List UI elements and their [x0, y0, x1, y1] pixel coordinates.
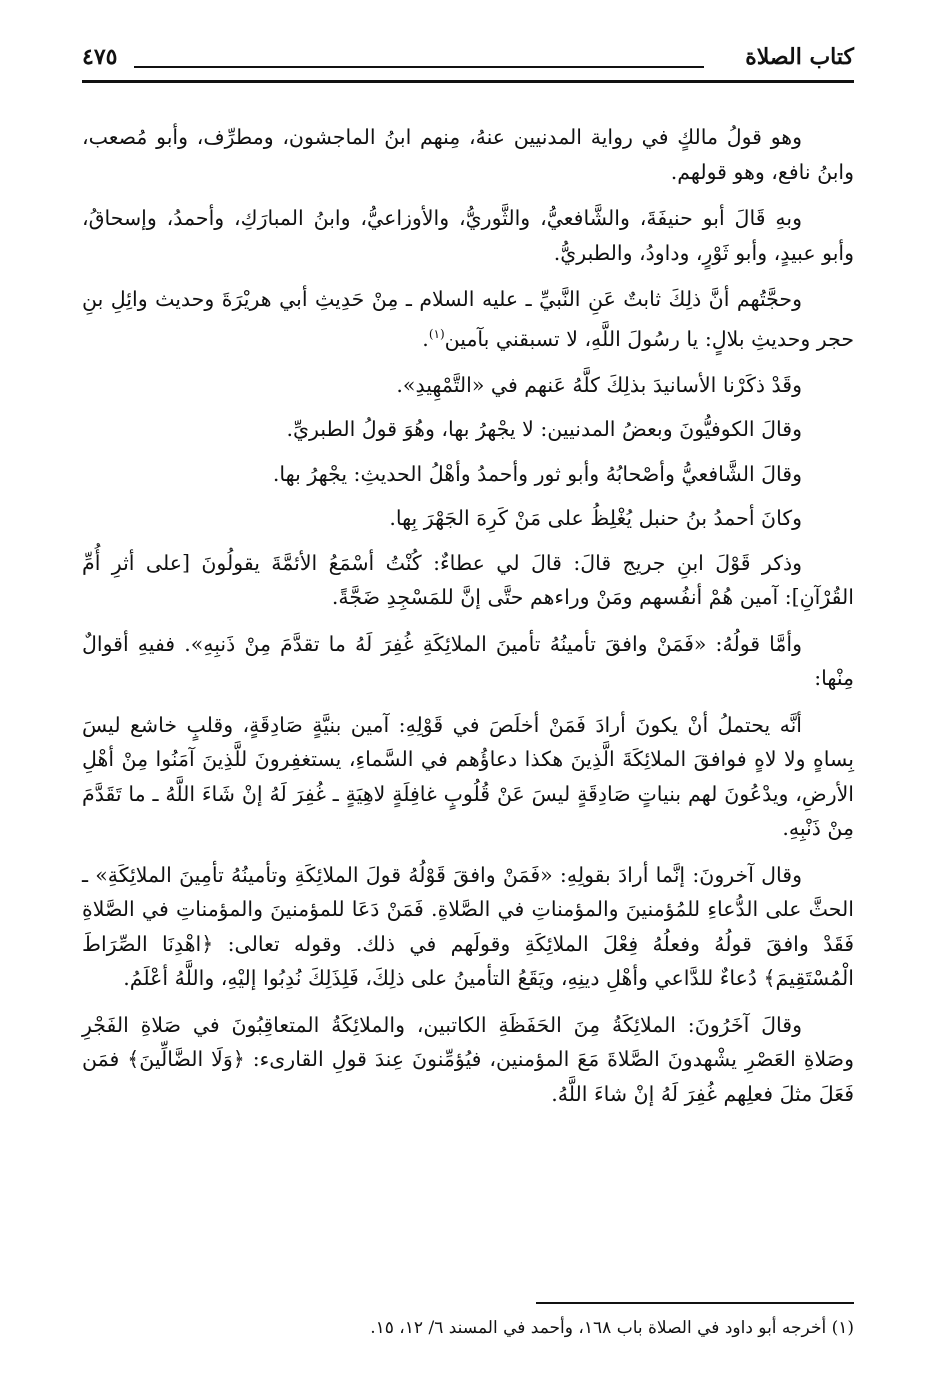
paragraph: أنَّه يحتملُ أنْ يكونَ أرادَ فَمَنْ أخلَصَ في قَوْلِهِ: آمين بنيَّةٍ صَادِقَةٍ، وقلبٍ خاشع ليسَ بِساهٍ ولا لاهٍ فوافقَ الملائِكَةَ الَّذِينَ هكذا دعاؤُهم في السَّماءِ، يستغفِرونَ للَّذِينَ آمَنُوا مِنْ أهْلِ الأرضِ، ويدْعُونَ لهم بنياتٍ صَادِقَةٍ ليسَ عَنْ قُلُوبٍ غافِلَةٍ لاهِيَةٍ ـ غُفِرَ لَهُ إنْ شَاءَ اللَّهُ ـ ما تَقَدَّمَ مِنْ ذَنْبِهِ.	[82, 712, 854, 841]
header-short-rule	[134, 66, 704, 68]
paragraph: وبهِ قَالَ أبو حنيفَةَ، والشَّافعيُّ، والثَّوريُّ، والأوزاعيُّ، وابنُ المبارَكِ، وأحمدُ، وإسحاقُ، وأبو عبيدٍ، وأبو ثَوْرٍ، وداودُ، والطبريُّ.	[82, 206, 854, 265]
paragraph: وقال آخرونَ: إنَّما أرادَ بقولِهِ: «فَمَنْ وافقَ قَوْلُهُ قولَ الملائِكَةِ وتأمينُهُ تأمِينَ الملائِكَةِ» ـ الحثَّ على الدُّعاءِ للمُؤمنينَ والمؤمناتِ في الصَّلاةِ. فَمَنْ دَعَا للمؤمنينَ والمؤمناتِ في الصَّلاةِ فَقَدْ وافقَ قولُهُ وفعلُهُ فِعْلَ الملائِكَةِ وقولَهم في ذلك. وقوله تعالى: ﴿اهْدِنَا الصِّرَاطَ الْمُسْتَقِيمَ﴾ دُعاءٌ للدَّاعي وأهْلِ دينِهِ، ويَقَعُ التأمينُ على ذلِكَ، فَلِذَلِكَ نُدِبُوا إليْهِ، واللَّهُ أعْلَمُ.	[82, 862, 854, 991]
paragraph: وقالَ الكوفيُّونَ وبعضُ المدنيين: لا يجْهرُ بها، وهُوَ قولُ الطبريِّ.	[286, 417, 802, 442]
paragraph: وقالَ آخَرُونَ: الملائِكَةُ مِنَ الحَفَظَةِ الكاتبين، والملائِكَةُ المتعاقِبُونَ في صَلاةِ الفَجْرِ وصَلاةِ العَصْرِ يشْهدونَ الصَّلاةَ مَعَ المؤمنين، فيُؤمِّنونَ عِندَ قولِ القارىء: ﴿وَلَا الضَّالِّينَ﴾ فمَن فَعَلَ مثلَ فعلِهم غُفِرَ لَهُ إنْ شاءَ اللَّهُ.	[82, 1012, 854, 1106]
paragraph: وقالَ الشَّافعيُّ وأصْحابُهُ وأبو ثور وأحمدُ وأهْلُ الحديثِ: يجْهرُ بها.	[272, 461, 802, 486]
footnote: (١) أخرجه أبو داود في الصلاة باب ١٦٨، وأحمد في المسند ٦/ ١٢، ١٥.	[370, 1318, 854, 1338]
page-number: ٤٧٥	[82, 44, 118, 70]
paragraph-text: وحجَّتُهم أنَّ ذلِكَ ثابتٌ عَنِ النَّبيِّ ـ عليه السلام ـ مِنْ حَدِيثِ أبي هريْرَةَ وحديث وائِلِ بنِ حجر وحديثِ بلالٍ: يا رسُولَ اللَّهِ، لا تسبقني بآمين	[82, 287, 854, 351]
paragraph: وكانَ أحمدُ بنُ حنبل يُغْلِظُ على مَنْ كَرِهَ الجَهْرَ بِها.	[389, 506, 802, 531]
paragraph: وهو قولُ مالكٍ في رواية المدنيين عنهُ، مِنهم ابنُ الماجشون، ومطرِّف، وأبو مُصعب، وابنُ نافع، وهو قولهم.	[82, 125, 854, 184]
main-text	[82, 120, 854, 1123]
footnote-rule	[536, 1302, 854, 1304]
paragraph: وقَدْ ذكَرْنا الأسانيدَ بذلِكَ كلَّهُ عَنهم في «التَّمْهِيدِ».	[396, 372, 802, 397]
paragraph: وذكر قَوْلَ ابنِ جريج قالَ: قالَ لي عطاءٌ: كُنْتُ أسْمَعُ الأئمَّةَ يقولُونَ [على أثرِ أُمِّ القُرْآنِ]: آمين هُمْ أنفُسهم ومَنْ وراءهم حتَّى إنَّ للمَسْجِدِ ضَجَّةً.	[82, 550, 854, 610]
running-title: كتاب الصلاة	[745, 44, 854, 70]
paragraph	[82, 282, 854, 356]
paragraph: وأمَّا قولُهُ: «فَمَنْ وافقَ تأمينُهُ تأمينَ الملائِكَةِ غُفِرَ لَهُ ما تقدَّمَ مِنْ ذَنبِهِ». ففيهِ أقوالٌ مِنْها:	[82, 631, 854, 691]
header-rule	[82, 80, 854, 83]
footnote-reference: (١)	[428, 326, 445, 341]
page-header	[82, 40, 854, 80]
paragraph-end: .	[422, 326, 429, 351]
